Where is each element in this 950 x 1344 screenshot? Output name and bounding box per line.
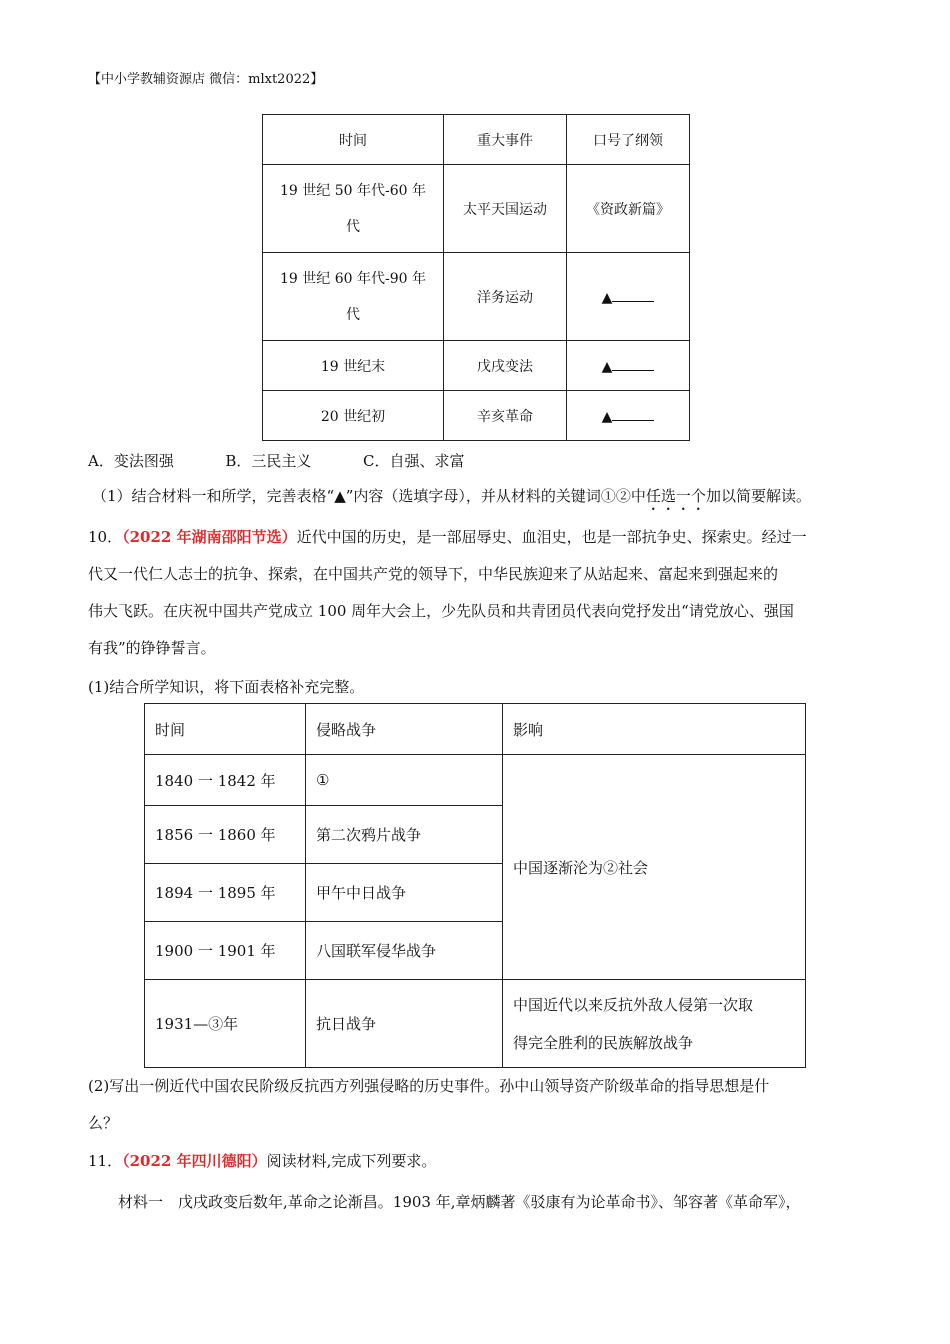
event-cell: 辛亥革命 — [444, 391, 567, 441]
q10-line-1 — [88, 526, 868, 547]
slogan-cell — [567, 391, 690, 441]
table-row — [263, 391, 690, 441]
header-time: 时间 — [145, 704, 306, 755]
time-cell: 1840 一 1842 年 — [145, 755, 306, 806]
q11-line-1 — [88, 1150, 868, 1171]
q9-sub-text: （1）结合材料一和所学，完善表格“▲”内容（选填字母），并从材料的关键词①②中 — [92, 487, 646, 505]
header-event: 重大事件 — [444, 115, 567, 165]
q10-line-4: 有我”的铮铮誓言。 — [88, 639, 216, 657]
war-cell: 甲午中日战争 — [306, 864, 503, 922]
q10-text-1: 近代中国的历史，是一部屈辱史、血泪史，也是一部抗争史、探索史。经过一 — [296, 528, 807, 546]
slogan-cell — [567, 341, 690, 391]
time-line-2: 代 — [346, 306, 360, 323]
table-row — [263, 253, 690, 341]
invasion-table — [144, 703, 806, 1068]
time-cell — [263, 253, 444, 341]
answer-blank[interactable] — [612, 356, 654, 371]
header-impact: 影响 — [503, 704, 806, 755]
time-line-1: 19 世纪 60 年代-90 年 — [280, 270, 426, 287]
q10-line-2: 代又一代仁人志士的抗争、探索，在中国共产党的领导下，中华民族迎来了从站起来、富起来到强起来的 — [88, 565, 779, 583]
table-row — [263, 165, 690, 253]
slogan-table — [262, 114, 690, 441]
answer-blank[interactable] — [612, 406, 654, 421]
option-b: B．三民主义 — [225, 452, 312, 470]
war-cell: 第二次鸦片战争 — [306, 806, 503, 864]
event-cell: 洋务运动 — [444, 253, 567, 341]
options-row — [88, 450, 868, 471]
impact-line-1: 中国近代以来反抗外敌人侵第一次取 — [513, 995, 754, 1014]
table-header-row — [145, 704, 806, 755]
triangle-marker: ▲ — [601, 359, 613, 375]
table-row — [263, 341, 690, 391]
header-war: 侵略战争 — [306, 704, 503, 755]
q9-sub-end: 加以简要解读。 — [705, 487, 811, 505]
impact-merged-cell: 中国逐渐沦为②社会 — [503, 755, 806, 980]
q10-sub-2-line-2: 么？ — [88, 1114, 119, 1132]
q11-number: 11． — [88, 1152, 123, 1170]
option-c: C．自强、求富 — [363, 452, 465, 470]
time-cell: 1900 一 1901 年 — [145, 922, 306, 980]
q10-sub-1: (1)结合所学知识，将下面表格补充完整。 — [88, 678, 365, 696]
q11-material-1: 材料一 戊戌政变后数年,革命之论渐昌。1903 年,章炳麟著《驳康有为论革命书》、邹容著《革命军》， — [118, 1193, 801, 1211]
time-cell — [263, 165, 444, 253]
time-line-2: 代 — [346, 218, 360, 235]
table-row — [145, 980, 806, 1068]
q11-text: 阅读材料,完成下列要求。 — [266, 1152, 437, 1170]
triangle-marker: ▲ — [601, 290, 613, 306]
time-line-1: 19 世纪 50 年代-60 年 — [280, 182, 426, 199]
time-cell: 1856 一 1860 年 — [145, 806, 306, 864]
header-time: 时间 — [263, 115, 444, 165]
q10-source: （2022 年湖南邵阳节选） — [122, 528, 297, 546]
event-cell: 戊戌变法 — [444, 341, 567, 391]
time-cell: 1894 一 1895 年 — [145, 864, 306, 922]
slogan-cell — [567, 253, 690, 341]
impact-cell — [503, 980, 806, 1068]
table-row — [145, 755, 806, 806]
q10-sub-2-line-1: (2)写出一例近代中国农民阶级反抗西方列强侵略的历史事件。孙中山领导资产阶级革命的指导思想是什 — [88, 1077, 770, 1095]
triangle-marker: ▲ — [601, 409, 613, 425]
page-header: 【中小学教辅资源店 微信：mlxt2022】 — [88, 72, 324, 87]
q11-source: （2022 年四川德阳） — [122, 1152, 267, 1170]
event-cell: 太平天国运动 — [444, 165, 567, 253]
time-cell: 20 世纪初 — [263, 391, 444, 441]
q10-number: 10． — [88, 528, 123, 546]
header-slogan: 口号了纲领 — [567, 115, 690, 165]
answer-blank[interactable] — [612, 287, 654, 302]
q9-sub-emphasis: 任选一个 — [645, 487, 706, 505]
time-cell: 19 世纪末 — [263, 341, 444, 391]
war-cell: ① — [306, 755, 503, 806]
option-a: A．变法图强 — [88, 452, 174, 470]
war-cell: 八国联军侵华战争 — [306, 922, 503, 980]
q10-line-3: 伟大飞跃。在庆祝中国共产党成立 100 周年大会上，少先队员和共青团员代表向党抒发出“请党放心、强国 — [88, 602, 794, 620]
table-header-row — [263, 115, 690, 165]
slogan-cell: 《资政新篇》 — [567, 165, 690, 253]
q9-subquestion — [92, 485, 872, 514]
impact-line-2: 得完全胜利的民族解放战争 — [513, 1033, 694, 1052]
war-cell: 抗日战争 — [306, 980, 503, 1068]
time-cell: 1931—③年 — [145, 980, 306, 1068]
